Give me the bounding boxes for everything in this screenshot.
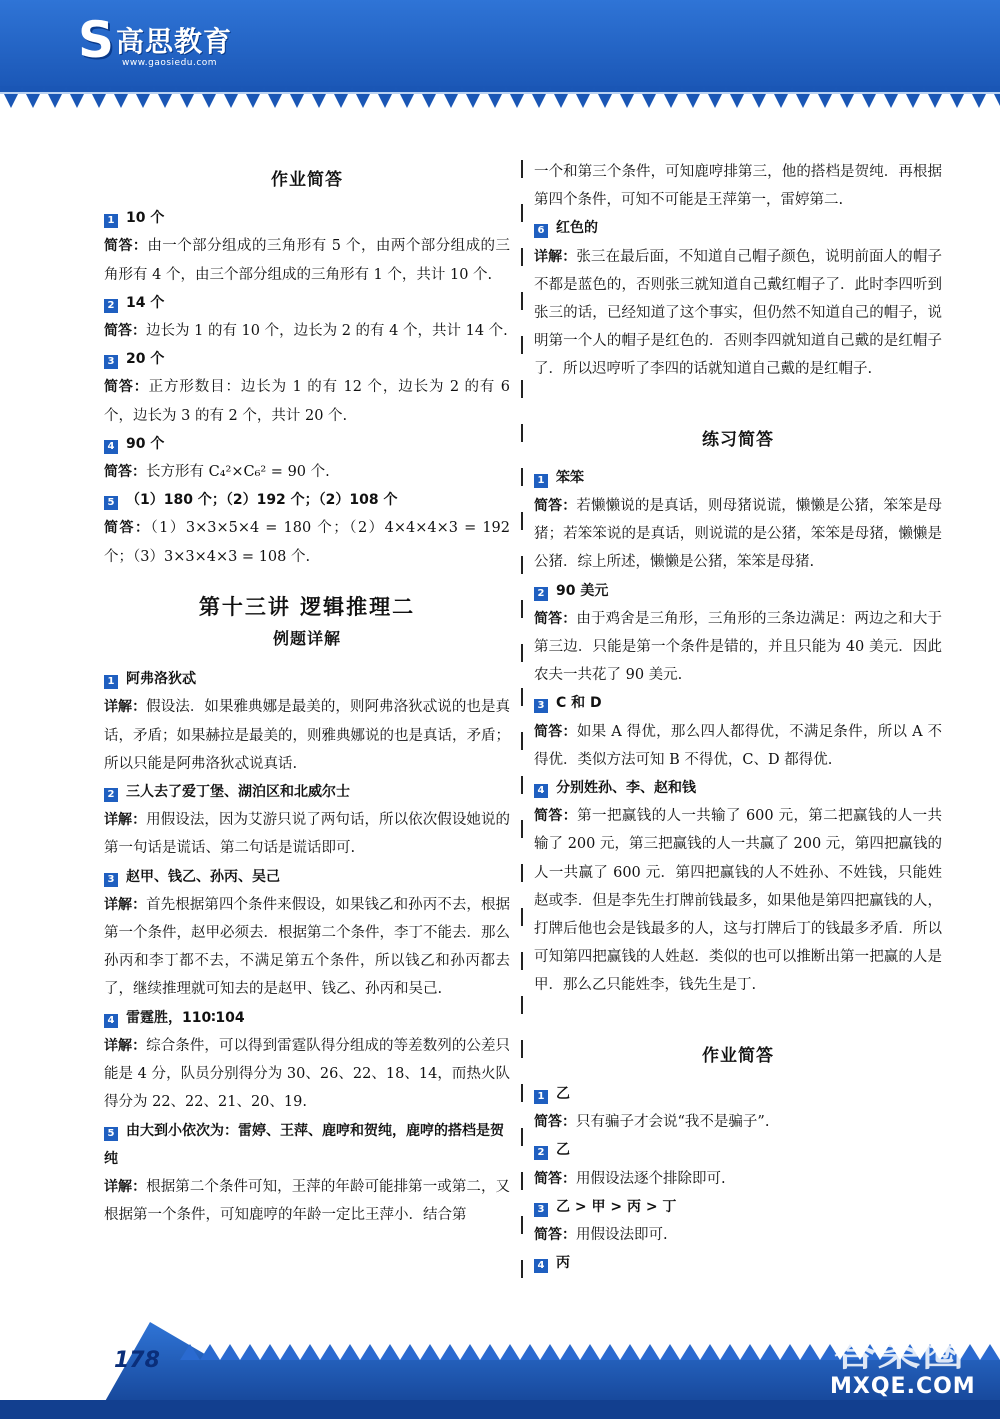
answer-text: 根据第二个条件可知，王萍的年龄可能排第一或第二，又根据第一个条件，可知鹿哼的年龄一定比王萍小．结合第 [104,1178,511,1224]
answer-item [104,863,510,1004]
divider-dash [521,204,523,222]
answer-label: 简答： [534,1226,576,1243]
divider-dash [521,424,523,442]
item-number-badge: 3 [534,1203,548,1217]
divider-dash [521,1260,523,1278]
answer-body [104,317,510,345]
answer-text: 只有骗子才会说“我不是骗子”. [576,1114,770,1131]
divider-dash [521,292,523,310]
answer-text: 首先根据第四个条件来假设，如果钱乙和孙丙不去，根据第一个条件，赵甲必须去．根据第二个条件，李丁不能去．那么孙丙和李丁都不去，不满足第五个条件，所以钱乙和孙丙都去了，继续推理就可知去的是赵甲、钱乙、孙丙和吴己. [104,896,511,998]
watermark-url: MXQE.COM [830,1374,976,1399]
answer-heading-text: C 和 D [556,695,602,712]
continuation-text: 一个和第三个条件，可知鹿哼排第三，他的搭档是贺纯．再根据第四个条件，可知不可能是王萍第一，雷婷第二. [534,164,942,209]
answer-heading [534,577,942,605]
item-number-badge: 1 [104,675,118,689]
answer-text: 如果 A 得优，那么四人都得优，不满足条件，所以 A 不得优．类似方法可知 B 不得优，C、D 都得优. [534,723,942,768]
answer-body [534,802,942,999]
example-6 [534,214,942,383]
item-number-badge: 1 [534,1090,548,1104]
answer-text: 正方形数目：边长为 1 的有 12 个，边长为 2 的有 6 个，边长为 3 的有 2 个，共计 20 个. [104,379,511,424]
answer-heading [104,1004,510,1032]
answer-heading-text: 90 个 [126,435,165,452]
answer-body [104,232,510,288]
item-number-badge: 2 [104,788,118,802]
answer-label: 详解： [104,699,147,716]
answer-body [104,1032,510,1117]
divider-dash [521,380,523,398]
answer-item [104,430,510,486]
answer-heading [104,289,510,317]
answer-heading-text: 分别姓孙、李、赵和钱 [556,780,696,797]
answer-item [534,1136,942,1192]
answer-item [534,689,942,774]
answer-heading [104,345,510,373]
answer-text: 用假设法，因为艾游只说了两句话，所以依次假设她说的第一句话是谎话、第二句话是谎话即可. [104,812,511,857]
answer-heading [534,464,942,492]
answer-heading-text: 丙 [556,1255,570,1272]
answer-heading [104,665,510,693]
answer-heading-text: 14 个 [126,294,165,311]
answer-item [104,345,510,430]
answer-heading-text: 红色的 [556,220,598,237]
answer-item [534,1080,942,1136]
answer-item [534,464,942,577]
item-number-badge: 1 [104,214,118,228]
answer-body [104,458,510,486]
answer-heading-text: 三人去了爱丁堡、湖泊区和北威尔士 [126,784,350,801]
item-number-badge: 2 [534,587,548,601]
divider-dash [521,512,523,530]
answer-item [534,1193,942,1249]
answer-label: 简答： [104,464,146,481]
item-number-badge: 4 [104,440,118,454]
answer-heading [534,1249,942,1277]
divider-dash [521,820,523,838]
answer-text: 综合条件，可以得到雷霆队得分组成的等差数列的公差只能是 4 分，队员分别得分为 30、26、22、18、14，而热火队得分为 22、22、21、20、19. [104,1037,511,1111]
answer-heading-text: 由大到小依次为：雷婷、王萍、鹿哼和贺纯，鹿哼的搭档是贺纯 [104,1122,504,1167]
answer-body [534,1108,942,1136]
answer-heading [534,214,942,242]
answer-heading [104,430,510,458]
answer-label: 简答： [534,723,577,740]
item-number-badge: 3 [534,699,548,713]
watermark-title: 答案圈 [834,1326,967,1375]
answer-text: 张三在最后面，不知道自己帽子颜色，说明前面人的帽子不都是蓝色的，否则张三就知道自己戴红帽子了．此时李四听到张三的话，已经知道了这个事实，但仍然不知道自己的帽子，说明第一个人的帽子是红色的．否则李四就知道自己戴的是红帽子了．所以迟哼听了李四的话就知道自己戴的是红帽子. [534,248,942,378]
answer-label: 简答： [104,323,146,340]
brand-name: 高思教育 [116,25,233,58]
divider-dash [521,908,523,926]
divider-dash [521,1040,523,1058]
item-number-badge: 4 [534,784,548,798]
brand-url: www.gaosiedu.com [122,58,218,68]
page-number: 178 [114,1348,160,1373]
example-list [104,665,510,1229]
column-divider [521,160,523,1310]
page-header [0,0,1000,118]
answer-body [534,243,942,384]
answer-item [104,486,510,571]
item-number-badge: 1 [534,474,548,488]
divider-dash [521,600,523,618]
answer-heading [534,1136,942,1164]
answer-heading-text: 90 美元 [556,582,609,599]
answer-heading-text: 乙 [556,1142,570,1159]
homework-title-right: 作业简答 [702,1045,774,1066]
answer-heading-text: 乙 [556,1085,570,1102]
divider-dash [521,556,523,574]
answer-heading-text: 10 个 [126,210,165,227]
answer-item [534,1249,942,1277]
lecture-title: 第十三讲 逻辑推理二 [198,594,416,619]
item-number-badge: 4 [104,1014,118,1028]
homework-list-right [534,1080,942,1277]
answer-heading-text: 乙 > 甲 > 丙 > 丁 [556,1198,677,1215]
answer-heading-text: 笨笨 [556,469,584,486]
divider-dash [521,732,523,750]
answer-text: 第一把赢钱的人一共输了 600 元，第二把赢钱的人一共输了 200 元，第三把赢钱的人一共赢了 200 元，第四把赢钱的人一共赢了 600 元．第四把赢钱的人不姓孙、不姓钱，只能姓赵或李．但是李先生打牌前钱最多，如果他是第四把赢钱的人，打牌后他也会是钱最多的人，这与打牌后丁的钱最多矛盾．所以可知第四把赢钱的人姓赵．类似的也可以推断出第一把赢的人是甲．那么乙只能姓李，钱先生是丁. [534,808,942,994]
divider-dash [521,468,523,486]
answer-heading [104,863,510,891]
answer-body [104,693,510,778]
answer-heading [104,1117,510,1173]
divider-dash [521,1172,523,1190]
answer-label: 详解： [104,812,147,829]
divider-dash [521,1084,523,1102]
answer-body [104,1173,510,1229]
answer-body [534,1221,942,1249]
divider-dash [521,644,523,662]
answer-heading [104,486,510,514]
answer-heading-text: 赵甲、钱乙、孙丙、吴己 [126,868,280,885]
answer-heading-text: 20 个 [126,351,165,368]
practice-title: 练习简答 [702,429,774,450]
divider-dash [521,160,523,178]
answer-item [534,774,942,1000]
answer-item [104,289,510,345]
watermark [830,1318,1000,1418]
item-number-badge: 5 [104,1127,118,1141]
answer-heading [534,1080,942,1108]
answer-label: 简答： [104,520,151,537]
answer-text: 长方形有 C₄²×C₆² = 90 个. [146,464,330,481]
answer-heading [104,778,510,806]
answer-body [534,605,942,690]
answer-text: （1）3×3×5×4 = 180 个；（2）4×4×4×3 = 192 个；（3）3×3×4×3 = 108 个. [104,520,510,565]
answer-heading [534,774,942,802]
answer-body [534,492,942,577]
answer-text: 边长为 1 的有 10 个，边长为 2 的有 4 个，共计 14 个. [146,323,508,340]
answer-body [104,514,510,570]
answer-label: 详解： [534,248,577,265]
answer-body [104,373,510,429]
item-number-badge: 6 [534,224,548,238]
item-number-badge: 4 [534,1259,548,1273]
logo-s-icon: S [78,11,115,69]
right-column [534,158,942,1277]
divider-dash [521,996,523,1014]
answer-label: 详解： [104,1037,147,1054]
practice-list [534,464,942,1000]
answer-label: 简答： [534,808,578,825]
divider-dash [521,1128,523,1146]
answer-heading-text: （1）180 个；（2）192 个；（2）108 个 [126,492,398,509]
answer-label: 简答： [534,610,577,627]
answer-item [104,1004,510,1117]
answer-body [104,806,510,862]
answer-item [104,778,510,863]
answer-heading [534,1193,942,1221]
item-number-badge: 2 [104,299,118,313]
answer-heading [104,204,510,232]
answer-body [534,1165,942,1193]
divider-dash [521,776,523,794]
divider-dash [521,688,523,706]
answer-text: 用假设法逐个排除即可. [576,1170,726,1187]
answer-heading [534,689,942,717]
item-number-badge: 3 [104,873,118,887]
answer-text: 假设法．如果雅典娜是最美的，则阿弗洛狄忒说的也是真话，矛盾；如果赫拉是最美的，则雅典娜说的也是真话，矛盾；所以只能是阿弗洛狄忒说真话. [104,699,511,772]
divider-dash [521,1216,523,1234]
answer-heading-text: 雷霆胜，110∶104 [126,1009,245,1026]
divider-dash [521,248,523,266]
item-number-badge: 3 [104,355,118,369]
left-column [104,158,510,1229]
answer-heading-text: 阿弗洛狄忒 [126,671,196,688]
answer-label: 简答： [534,498,577,515]
answer-item [534,577,942,690]
answer-label: 简答： [534,1170,576,1187]
brand-logo [78,11,278,74]
example-title: 例题详解 [272,629,341,649]
answer-body [534,718,942,774]
item-number-badge: 5 [104,496,118,510]
answer-item [104,665,510,778]
answer-text: 由一个部分组成的三角形有 5 个，由两个部分组成的三角形有 4 个，由三个部分组成的三角形有 1 个，共计 10 个. [104,238,510,283]
answer-item [104,1117,510,1230]
divider-dash [521,864,523,882]
answer-label: 详解： [104,896,147,913]
answer-body [104,891,510,1004]
answer-label: 详解： [104,1178,147,1195]
answer-item [104,204,510,289]
answer-label: 简答： [104,379,149,396]
answer-text: 用假设法即可. [576,1226,668,1243]
answer-label: 简答： [534,1114,576,1131]
answer-text: 由于鸡舍是三角形，三角形的三条边满足：两边之和大于第三边．只能是第一个条件是错的，并且只能为 40 美元．因此农夫一共花了 90 美元. [534,610,942,684]
answer-text: 若懒懒说的是真话，则母猪说谎，懒懒是公猪，笨笨是母猪；若笨笨说的是真话，则说谎的是公猪，笨笨是母猪，懒懒是公猪．综上所述，懒懒是公猪，笨笨是母猪. [534,498,942,571]
divider-dash [521,336,523,354]
item-number-badge: 2 [534,1146,548,1160]
answer-label: 简答： [104,238,148,255]
homework-list-left [104,204,510,571]
homework-title-left: 作业简答 [271,170,343,190]
divider-dash [521,952,523,970]
